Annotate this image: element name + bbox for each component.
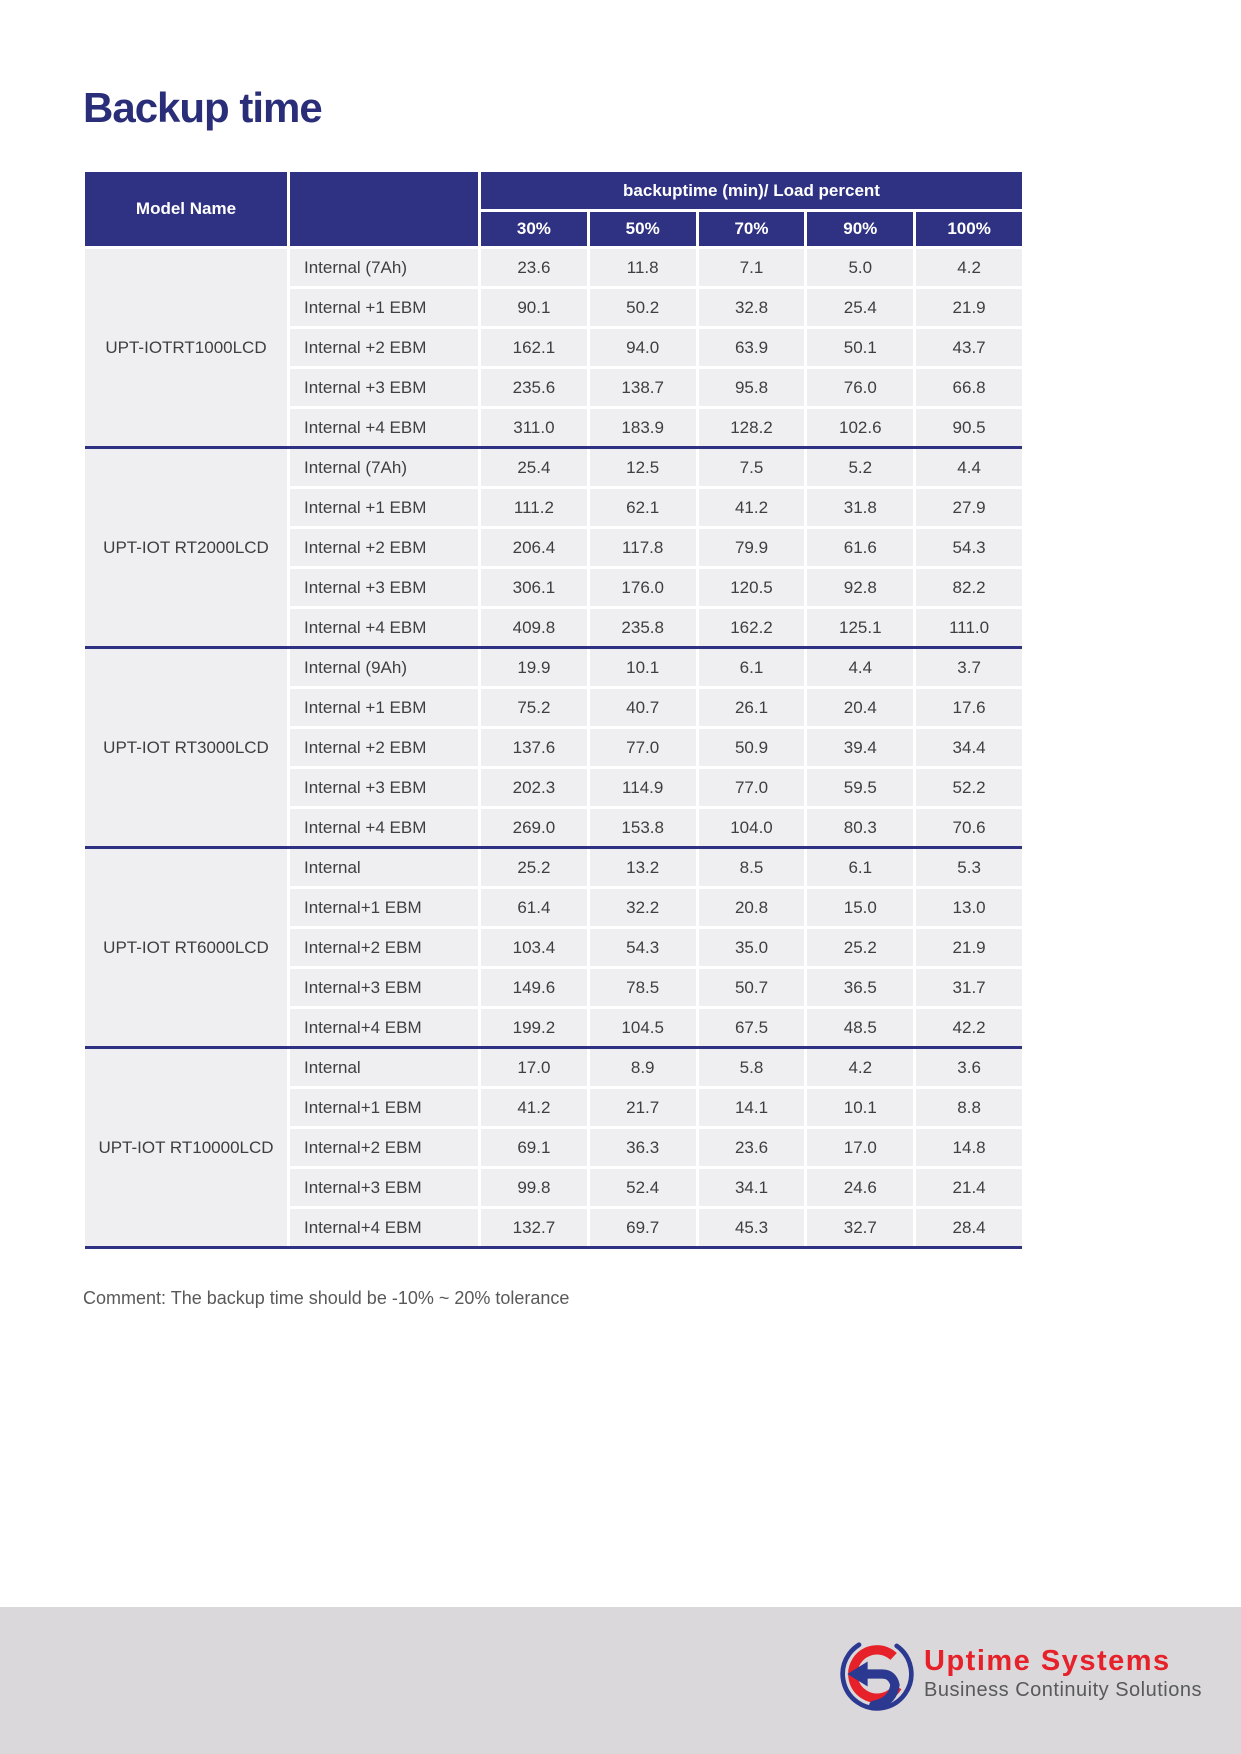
value-cell: 21.9	[916, 929, 1022, 966]
value-cell: 8.8	[916, 1089, 1022, 1126]
value-cell: 235.8	[590, 609, 696, 646]
value-cell: 32.8	[699, 289, 805, 326]
value-cell: 50.2	[590, 289, 696, 326]
value-cell: 409.8	[481, 609, 587, 646]
config-cell: Internal+3 EBM	[290, 969, 478, 1006]
value-cell: 132.7	[481, 1209, 587, 1246]
brand-name: Uptime Systems	[924, 1645, 1171, 1677]
value-cell: 6.1	[699, 649, 805, 686]
table-row	[290, 689, 1022, 726]
value-cell: 202.3	[481, 769, 587, 806]
table-row	[290, 1089, 1022, 1126]
config-cell: Internal	[290, 849, 478, 886]
backuptime-span-header: backuptime (min)/ Load percent	[481, 172, 1022, 209]
table-row	[290, 889, 1022, 926]
config-cell: Internal +3 EBM	[290, 769, 478, 806]
value-cell: 4.2	[807, 1049, 913, 1086]
page-title: Backup time	[83, 84, 322, 131]
load-col-header: 50%	[590, 212, 696, 246]
value-cell: 4.4	[916, 449, 1022, 486]
value-cell: 41.2	[481, 1089, 587, 1126]
value-cell: 17.0	[807, 1129, 913, 1166]
value-cell: 235.6	[481, 369, 587, 406]
config-cell: Internal (7Ah)	[290, 249, 478, 286]
load-header-block	[481, 172, 1022, 246]
model-name-cell: UPT-IOT RT6000LCD	[85, 849, 287, 1046]
value-cell: 120.5	[699, 569, 805, 606]
table-row	[290, 489, 1022, 526]
config-cell: Internal (7Ah)	[290, 449, 478, 486]
config-cell: Internal +2 EBM	[290, 329, 478, 366]
value-cell: 62.1	[590, 489, 696, 526]
value-cell: 4.4	[807, 649, 913, 686]
value-cell: 183.9	[590, 409, 696, 446]
value-cell: 306.1	[481, 569, 587, 606]
value-cell: 4.2	[916, 249, 1022, 286]
config-cell: Internal +4 EBM	[290, 609, 478, 646]
value-cell: 82.2	[916, 569, 1022, 606]
config-cell: Internal +3 EBM	[290, 369, 478, 406]
value-cell: 21.9	[916, 289, 1022, 326]
logo-text	[924, 1645, 1202, 1703]
value-cell: 104.5	[590, 1009, 696, 1046]
value-cell: 206.4	[481, 529, 587, 566]
value-cell: 52.2	[916, 769, 1022, 806]
config-cell: Internal+1 EBM	[290, 1089, 478, 1126]
brand-tagline: Business Continuity Solutions	[924, 1679, 1202, 1701]
table-row	[290, 969, 1022, 1006]
value-cell: 31.8	[807, 489, 913, 526]
table-header	[85, 172, 1022, 246]
value-cell: 5.0	[807, 249, 913, 286]
value-cell: 5.3	[916, 849, 1022, 886]
config-cell: Internal+1 EBM	[290, 889, 478, 926]
table-row	[290, 1009, 1022, 1046]
value-cell: 90.5	[916, 409, 1022, 446]
value-cell: 35.0	[699, 929, 805, 966]
value-cell: 61.6	[807, 529, 913, 566]
config-cell: Internal +1 EBM	[290, 289, 478, 326]
config-cell: Internal+2 EBM	[290, 929, 478, 966]
value-cell: 45.3	[699, 1209, 805, 1246]
model-group	[85, 646, 1022, 846]
value-cell: 61.4	[481, 889, 587, 926]
value-cell: 24.6	[807, 1169, 913, 1206]
value-cell: 138.7	[590, 369, 696, 406]
model-name-cell: UPT-IOT RT3000LCD	[85, 649, 287, 846]
value-cell: 15.0	[807, 889, 913, 926]
config-cell: Internal+2 EBM	[290, 1129, 478, 1166]
value-cell: 199.2	[481, 1009, 587, 1046]
value-cell: 21.7	[590, 1089, 696, 1126]
model-group	[85, 446, 1022, 646]
value-cell: 43.7	[916, 329, 1022, 366]
value-cell: 6.1	[807, 849, 913, 886]
value-cell: 128.2	[699, 409, 805, 446]
value-cell: 92.8	[807, 569, 913, 606]
value-cell: 17.0	[481, 1049, 587, 1086]
model-name-cell: UPT-IOT RT2000LCD	[85, 449, 287, 646]
config-cell: Internal+4 EBM	[290, 1009, 478, 1046]
config-cell: Internal (9Ah)	[290, 649, 478, 686]
circular-arrow-icon	[838, 1635, 916, 1713]
value-cell: 77.0	[699, 769, 805, 806]
load-col-header: 90%	[807, 212, 913, 246]
value-cell: 21.4	[916, 1169, 1022, 1206]
value-cell: 99.8	[481, 1169, 587, 1206]
load-col-header: 100%	[916, 212, 1022, 246]
value-cell: 111.2	[481, 489, 587, 526]
value-cell: 90.1	[481, 289, 587, 326]
value-cell: 12.5	[590, 449, 696, 486]
value-cell: 5.2	[807, 449, 913, 486]
value-cell: 80.3	[807, 809, 913, 846]
config-header-cell	[290, 172, 478, 246]
value-cell: 149.6	[481, 969, 587, 1006]
value-cell: 69.1	[481, 1129, 587, 1166]
value-cell: 23.6	[699, 1129, 805, 1166]
value-cell: 50.9	[699, 729, 805, 766]
value-cell: 42.2	[916, 1009, 1022, 1046]
value-cell: 17.6	[916, 689, 1022, 726]
value-cell: 23.6	[481, 249, 587, 286]
value-cell: 32.2	[590, 889, 696, 926]
table-row	[290, 569, 1022, 606]
config-cell: Internal +2 EBM	[290, 529, 478, 566]
value-cell: 34.1	[699, 1169, 805, 1206]
table-row	[290, 609, 1022, 646]
config-cell: Internal +3 EBM	[290, 569, 478, 606]
config-cell: Internal +4 EBM	[290, 409, 478, 446]
value-cell: 10.1	[590, 649, 696, 686]
value-cell: 59.5	[807, 769, 913, 806]
value-cell: 50.7	[699, 969, 805, 1006]
value-cell: 13.0	[916, 889, 1022, 926]
value-cell: 8.9	[590, 1049, 696, 1086]
config-cell: Internal	[290, 1049, 478, 1086]
table-row	[290, 809, 1022, 846]
value-cell: 95.8	[699, 369, 805, 406]
value-cell: 10.1	[807, 1089, 913, 1126]
value-cell: 75.2	[481, 689, 587, 726]
table-row	[290, 649, 1022, 686]
value-cell: 7.5	[699, 449, 805, 486]
table-row	[290, 289, 1022, 326]
model-name-cell: UPT-IOTRT1000LCD	[85, 249, 287, 446]
value-cell: 111.0	[916, 609, 1022, 646]
tolerance-comment: Comment: The backup time should be -10% ~ 20% tolerance	[83, 1288, 570, 1308]
table-row	[290, 1209, 1022, 1246]
table-row	[290, 769, 1022, 806]
value-cell: 26.1	[699, 689, 805, 726]
value-cell: 36.5	[807, 969, 913, 1006]
value-cell: 3.6	[916, 1049, 1022, 1086]
table-row	[290, 929, 1022, 966]
value-cell: 5.8	[699, 1049, 805, 1086]
table-row	[290, 1049, 1022, 1086]
value-cell: 102.6	[807, 409, 913, 446]
value-cell: 117.8	[590, 529, 696, 566]
value-cell: 40.7	[590, 689, 696, 726]
value-cell: 48.5	[807, 1009, 913, 1046]
company-logo	[838, 1635, 1202, 1713]
model-group	[85, 846, 1022, 1046]
config-cell: Internal +1 EBM	[290, 689, 478, 726]
value-cell: 78.5	[590, 969, 696, 1006]
model-name-cell: UPT-IOT RT10000LCD	[85, 1049, 287, 1246]
model-name-header: Model Name	[85, 172, 287, 246]
table-row	[290, 1129, 1022, 1166]
value-cell: 25.2	[481, 849, 587, 886]
value-cell: 77.0	[590, 729, 696, 766]
value-cell: 176.0	[590, 569, 696, 606]
footer-bar	[0, 1607, 1241, 1754]
table-row	[290, 369, 1022, 406]
value-cell: 13.2	[590, 849, 696, 886]
value-cell: 70.6	[916, 809, 1022, 846]
value-cell: 27.9	[916, 489, 1022, 526]
value-cell: 25.4	[481, 449, 587, 486]
table-row	[290, 329, 1022, 366]
value-cell: 20.8	[699, 889, 805, 926]
table-row	[290, 449, 1022, 486]
value-cell: 54.3	[590, 929, 696, 966]
config-cell: Internal +2 EBM	[290, 729, 478, 766]
value-cell: 25.2	[807, 929, 913, 966]
value-cell: 162.1	[481, 329, 587, 366]
value-cell: 20.4	[807, 689, 913, 726]
value-cell: 14.1	[699, 1089, 805, 1126]
value-cell: 39.4	[807, 729, 913, 766]
value-cell: 3.7	[916, 649, 1022, 686]
value-cell: 67.5	[699, 1009, 805, 1046]
value-cell: 311.0	[481, 409, 587, 446]
value-cell: 34.4	[916, 729, 1022, 766]
value-cell: 66.8	[916, 369, 1022, 406]
config-cell: Internal+4 EBM	[290, 1209, 478, 1246]
value-cell: 79.9	[699, 529, 805, 566]
value-cell: 8.5	[699, 849, 805, 886]
value-cell: 28.4	[916, 1209, 1022, 1246]
config-cell: Internal+3 EBM	[290, 1169, 478, 1206]
value-cell: 137.6	[481, 729, 587, 766]
value-cell: 31.7	[916, 969, 1022, 1006]
model-group	[85, 249, 1022, 446]
load-col-header: 30%	[481, 212, 587, 246]
value-cell: 69.7	[590, 1209, 696, 1246]
value-cell: 50.1	[807, 329, 913, 366]
table-row	[290, 249, 1022, 286]
value-cell: 54.3	[916, 529, 1022, 566]
value-cell: 114.9	[590, 769, 696, 806]
value-cell: 41.2	[699, 489, 805, 526]
table-row	[290, 1169, 1022, 1206]
value-cell: 269.0	[481, 809, 587, 846]
value-cell: 162.2	[699, 609, 805, 646]
value-cell: 7.1	[699, 249, 805, 286]
table-row	[290, 529, 1022, 566]
value-cell: 125.1	[807, 609, 913, 646]
load-percent-row	[481, 212, 1022, 246]
table-row	[290, 729, 1022, 766]
table-row	[290, 409, 1022, 446]
value-cell: 94.0	[590, 329, 696, 366]
config-cell: Internal +1 EBM	[290, 489, 478, 526]
value-cell: 11.8	[590, 249, 696, 286]
table-row	[290, 849, 1022, 886]
config-cell: Internal +4 EBM	[290, 809, 478, 846]
value-cell: 25.4	[807, 289, 913, 326]
value-cell: 19.9	[481, 649, 587, 686]
value-cell: 32.7	[807, 1209, 913, 1246]
value-cell: 52.4	[590, 1169, 696, 1206]
load-col-header: 70%	[699, 212, 805, 246]
backup-time-table	[85, 172, 1022, 1249]
value-cell: 63.9	[699, 329, 805, 366]
value-cell: 36.3	[590, 1129, 696, 1166]
value-cell: 14.8	[916, 1129, 1022, 1166]
value-cell: 103.4	[481, 929, 587, 966]
value-cell: 76.0	[807, 369, 913, 406]
value-cell: 153.8	[590, 809, 696, 846]
value-cell: 104.0	[699, 809, 805, 846]
model-group	[85, 1046, 1022, 1246]
